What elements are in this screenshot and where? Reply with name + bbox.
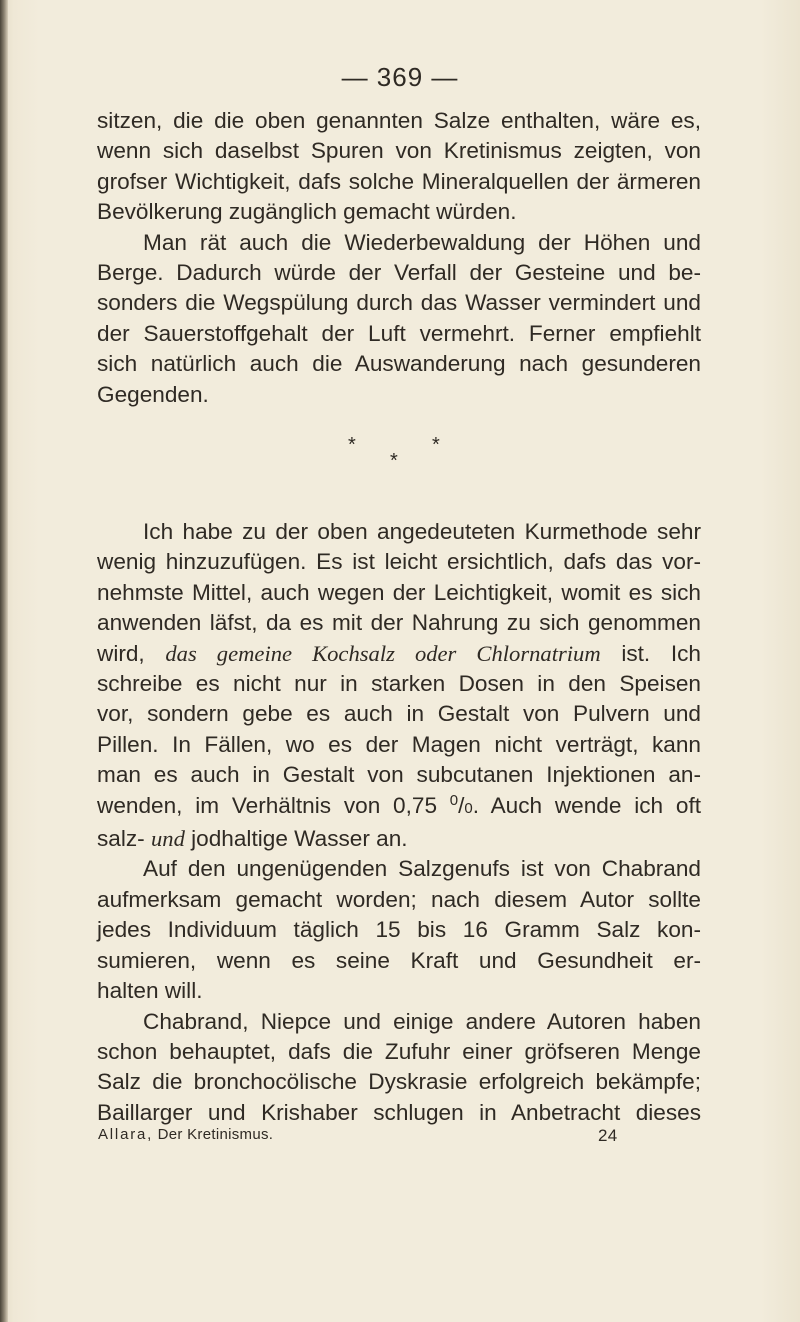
signature-mark: 24 bbox=[598, 1126, 618, 1145]
text-line: vor, sondern gebe es auch in Gestalt von Pulvern und bbox=[97, 701, 701, 727]
text-line bbox=[97, 791, 701, 824]
text-span: wird, bbox=[97, 640, 166, 666]
text-line bbox=[97, 639, 701, 669]
text-line: Bevölkerung zugänglich gemacht würden. bbox=[97, 199, 517, 225]
text-line: Chabrand, Niepce und einige andere Autoren haben bbox=[143, 1008, 701, 1034]
text-span: . Auch wende ich oft bbox=[472, 792, 701, 818]
footer-author: Allara, bbox=[98, 1126, 154, 1143]
text-line: sonders die Wegspülung durch das Wasser vermindert und bbox=[97, 290, 701, 316]
page-number: — 369 — bbox=[341, 62, 459, 92]
text-span: wenden, im Verhältnis von 0,75 bbox=[97, 792, 450, 818]
per-mille-slash: / bbox=[458, 792, 465, 818]
text-line: Gegenden. bbox=[97, 381, 209, 407]
per-mille-superscript: 0 bbox=[449, 791, 459, 809]
text-span: jodhaltige Wasser an. bbox=[184, 826, 408, 852]
text-line: anwenden läfst, da es mit der Nahrung zu sich genommen bbox=[97, 610, 701, 636]
text-line: Salz die bronchocölische Dyskrasie erfolgreich bekämpfe; bbox=[97, 1069, 701, 1095]
text-line: schreibe es nicht nur in starken Dosen in den Speisen bbox=[97, 671, 701, 697]
per-mille-subscript: 0 bbox=[464, 799, 473, 817]
text-line: halten will. bbox=[97, 978, 203, 1004]
text-line: sitzen, die die oben genannten Salze enthalten, wäre es, bbox=[97, 108, 701, 133]
text-span: salz- bbox=[97, 826, 151, 852]
asterisk: * bbox=[390, 450, 398, 472]
text-line: wenig hinzuzufügen. Es ist leicht ersichtlich, dafs das vor- bbox=[97, 549, 701, 575]
text-line: wenn sich daselbst Spuren von Kretinismus zeigten, von bbox=[97, 138, 701, 164]
text-line: sich natürlich auch die Auswanderung nach gesunderen bbox=[97, 351, 701, 377]
text-line: Ich habe zu der oben angedeuteten Kurmethode sehr bbox=[143, 519, 701, 544]
text-line bbox=[97, 824, 701, 854]
footer-title: Der Kretinismus. bbox=[153, 1126, 274, 1143]
text-line: aufmerksam gemacht worden; nach diesem Autor sollte bbox=[97, 886, 701, 912]
text-line: Man rät auch die Wiederbewaldung der Höhen und bbox=[143, 229, 701, 255]
text-line: schon behauptet, dafs die Zufuhr einer gröfseren Menge bbox=[97, 1038, 701, 1064]
text-line: Baillarger und Krishaber schlugen in Anbetracht dieses bbox=[97, 1099, 701, 1125]
text-span: ist. Ich bbox=[600, 640, 701, 666]
text-line: man es auch in Gestalt von subcutanen Injektionen an- bbox=[97, 762, 701, 788]
text-line: der Sauerstoffgehalt der Luft vermehrt. Ferner empfiehlt bbox=[97, 320, 701, 346]
section-divider-asterisks bbox=[0, 434, 800, 484]
book-spine-shadow bbox=[0, 0, 8, 1322]
text-line: Pillen. In Fällen, wo es der Magen nicht verträgt, kann bbox=[97, 731, 701, 757]
text-line: nehmste Mittel, auch wegen der Leichtigkeit, womit es sich bbox=[97, 579, 701, 605]
italic-emphasis: das gemeine Kochsalz oder Chlornatrium bbox=[165, 640, 601, 666]
paragraph-block-1 bbox=[97, 106, 701, 410]
asterisk: * bbox=[348, 434, 356, 456]
text-line: jedes Individuum täglich 15 bis 16 Gramm Salz kon- bbox=[97, 917, 701, 943]
text-line: grofser Wichtigkeit, dafs solche Mineralquellen der ärmeren bbox=[97, 168, 701, 194]
italic-emphasis: und bbox=[150, 826, 185, 852]
asterisk: * bbox=[432, 434, 440, 456]
page-footer bbox=[98, 1126, 698, 1143]
text-line: Auf den ungenügenden Salzgenufs ist von Chabrand bbox=[143, 856, 701, 882]
paragraph-block-2 bbox=[97, 517, 701, 1128]
text-line: sumieren, wenn es seine Kraft und Gesundheit er- bbox=[97, 947, 701, 973]
text-line: Berge. Dadurch würde der Verfall der Gesteine und be- bbox=[97, 260, 701, 286]
